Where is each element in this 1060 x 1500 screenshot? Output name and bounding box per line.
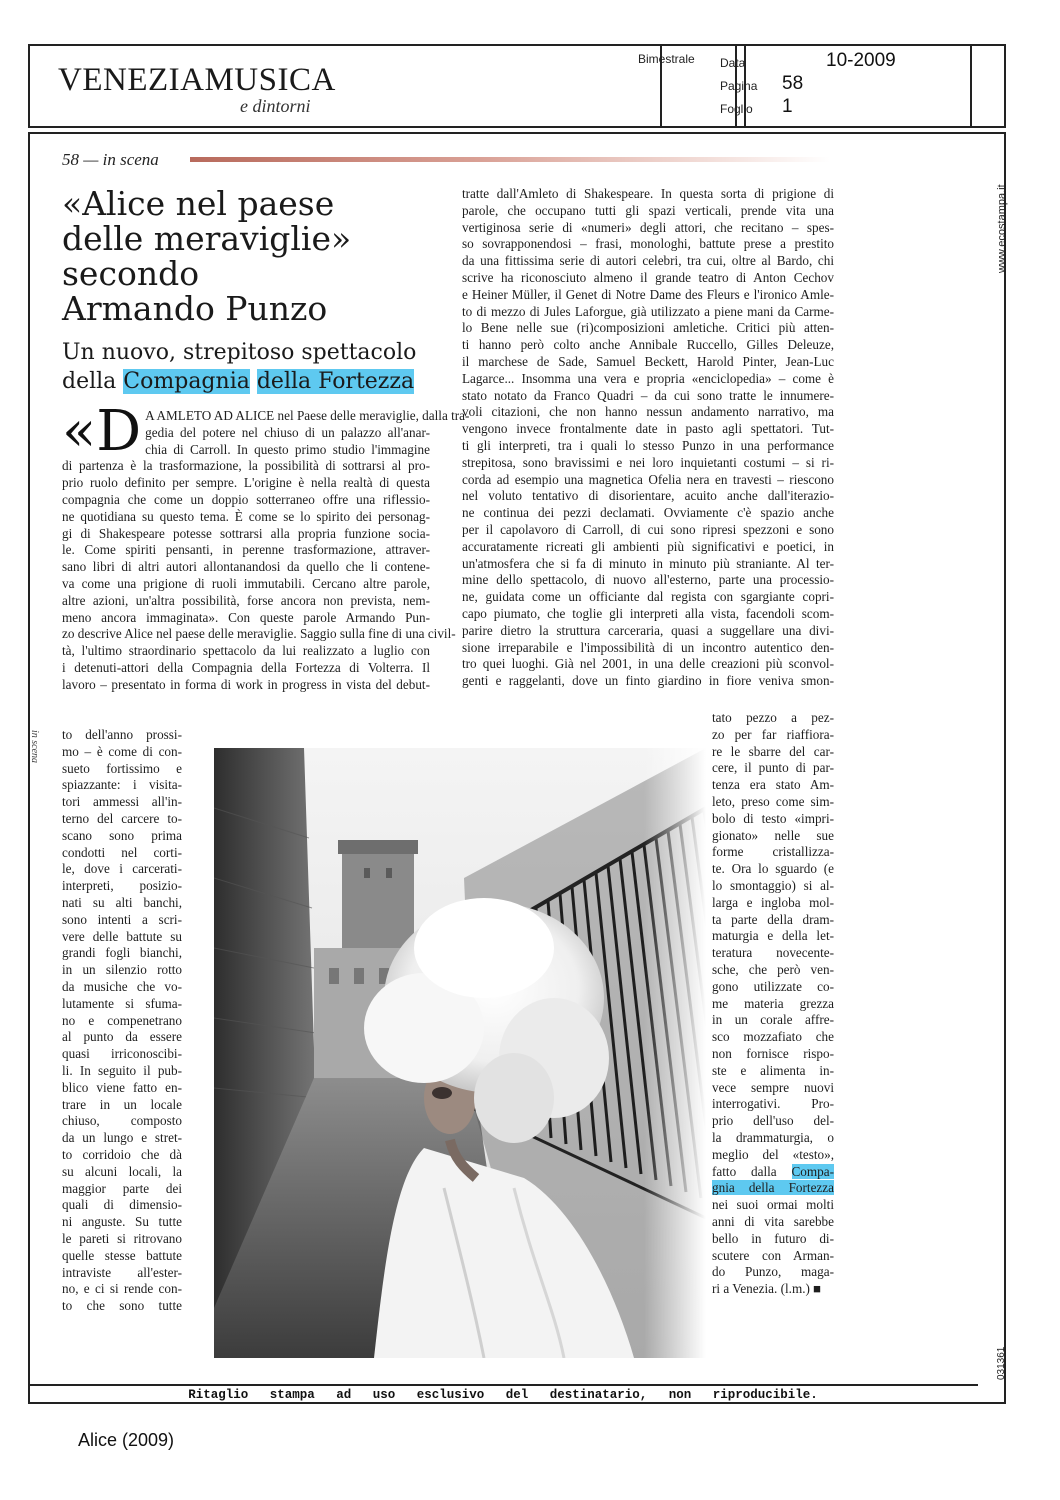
body-line: maturgia e della let- [712,928,834,944]
body-line: A AMLETO AD ALICE nel Paese delle meraviglie, dalla tra- [145,408,470,423]
body-line: blico viene fatto en- [62,1079,182,1095]
body-line: su alcuni locali, la [62,1163,182,1179]
highlight: gnia della Fortezza [712,1180,834,1196]
body-line: fatto dalla Compa- [712,1163,834,1179]
body-column-1-narrow [62,727,182,1315]
body-line: meno ancora immaginata». Con queste parole Armando Pun- [62,609,430,625]
body-line: ni anguste. Su tutte [62,1214,182,1230]
body-line: sueto fortissimo e [62,760,182,776]
body-line: quelle stesse battute [62,1247,182,1263]
body-line: va come una prigione di ruoli immutabili. Cercano altre parole, [62,575,430,591]
body-line: spiazzante: i visita- [62,777,182,793]
body-line: do Punzo, maga- [712,1264,834,1280]
body-line: tratte dall'Amleto di Shakespeare. In questa sorta di prigione di [462,186,834,201]
body-line: scrive ha riconosciuto almeno il grande teatro di Anton Cechov [462,269,834,285]
body-line: strepitosa, sono bravissimi e nei loro inquietanti costumi – si ri- [462,454,834,470]
body-line: prio dell'uso del- [712,1113,834,1129]
page-label: Pagina [720,79,758,93]
body-line: accuratamente ricreati gli ambienti più significativi e poetici, in [462,538,834,554]
body-line: ta parte della dram- [712,911,834,927]
body-line: scutere con Arman- [712,1247,834,1263]
section-rule [190,157,830,162]
body-line: lutamente si sfuma- [62,995,182,1011]
body-line: sione irreparabile e l'impossibilità di un incontro autentico den- [462,639,834,655]
body-line: interrogativi. Pro- [712,1096,834,1112]
body-line: tori ammessi all'in- [62,794,182,810]
body-line: le pareti si ritrovano [62,1230,182,1246]
body-line: tà, l'ultimo straordinario spettacolo da lui realizzato a luglio con [62,643,430,659]
body-line: larga e ingloba mol- [712,894,834,910]
body-line: trare in un locale [62,1096,182,1112]
page-value: 58 [782,73,804,94]
body-line: vece sempre nuovi [712,1079,834,1095]
body-line: lo smontaggio) si al- [712,877,834,893]
body-line: cere, il punto di par- [712,760,834,776]
section-tag: 58 — in scena [62,150,159,169]
body-line: no, e ci si rende con- [62,1281,182,1297]
article-photo [214,748,706,1358]
body-line: le. Come spiriti pensanti, in perenne trasformazione, attraver- [62,542,430,558]
clip-code-vertical: 031361 [996,1346,1007,1380]
body-line: non fornisce rispo- [712,1045,834,1061]
body-line: gono utilizzate co- [712,978,834,994]
body-line: altre azioni, un'altra possibilità, forse ancora non prevista, nem- [62,592,430,608]
deck [62,338,454,396]
headline-line: secondo [62,254,200,293]
body-column-2 [462,186,834,690]
date-label: Data [720,56,746,70]
body-line: ne quotidiana su questo tema. È come se lo spirito dei personag- [62,508,430,524]
body-line: un'atmosfera che si fa di minuto in minuto più straniante. Al ter- [462,555,834,571]
body-line: tro quei luoghi. Già nel 2001, in una delle creazioni più sconvol- [462,656,834,672]
body-line: vengono invece frontalmente date in pasto agli spettatori. Tut- [462,421,834,437]
body-line: sche, che però ven- [712,961,834,977]
site-url-vertical: www.ecostampa.it [996,184,1008,273]
body-line: nei suoi ormai molti [712,1197,834,1213]
body-line: bolo di testo «impri- [712,810,834,826]
masthead-subtitle: e dintorni [240,96,311,116]
body-line: le, dove i carcerati- [62,861,182,877]
body-line: tenza era stato Am- [712,777,834,793]
body-line: vere delle battute su [62,928,182,944]
body-line: gionato» nelle sue [712,827,834,843]
body-line: maggior parte dei [62,1180,182,1196]
body-line: lo Bene nelle sue (ri)composizioni amletiche. Critici più atten- [462,320,834,336]
body-line: anni di vita sarebbe [712,1213,834,1229]
body-text-lines [712,1197,834,1298]
body-line: chiuso, composto [62,1113,182,1129]
body-line: in un corale affre- [712,1012,834,1028]
body-column-1 [62,399,470,694]
body-line: parire dietro la struttura carceraria, quasi a suggellare una divi- [462,622,834,638]
body-line: da un lungo e stret- [62,1130,182,1146]
body-column-2-narrow [712,710,834,1298]
headline-line: «Alice nel paese [62,184,335,223]
body-line: re le sbarre del car- [712,743,834,759]
body-line: tato pezzo a pez- [712,710,834,725]
page-caption: Alice (2009) [78,1430,175,1450]
body-line: mine dello spettacolo, di nuovo all'esterno, parte una processio- [462,572,834,588]
body-line: stato notato da Franco Quadri – da cui sono tratte le innumere- [462,387,834,403]
body-line: to che sono tutte [62,1298,182,1314]
highlight: Compagnia [123,369,250,394]
body-line: to di mezzo di Jules Laforgue, già utilizzato a piene mani da Carme- [462,303,834,319]
body-line: da musiche che vo- [62,978,182,994]
headline-line: delle meraviglie» [62,219,352,258]
body-line: il marchese de Sade, Samuel Beckett, Harold Pinter, Jean-Luc [462,353,834,369]
body-line: forme cristallizza- [712,844,834,860]
body-line: vertiginosa serie di «numeri» degli attori, che recitano – spes- [462,219,834,235]
body-line: lavoro – presentato in forma di work in progress in vista del debut- [62,676,430,692]
side-section-tag: in scena [29,730,40,764]
body-line: prio ruolo definito per sempre. L'origine è nella realtà di questa [62,475,430,491]
body-line: chia di Carroll. In questo primo studio l'immagine [145,441,430,457]
body-text-lines [712,710,834,1164]
body-line: di partenza è la trasformazione, la possibilità di sottrarsi al pro- [62,458,430,474]
body-line: sono intenti a scri- [62,911,182,927]
footer-rule [28,1384,978,1386]
masthead: VENEZIAMUSICA [58,62,336,98]
body-line: zo per far riaffiora- [712,726,834,742]
body-line: ste e alimenta in- [712,1062,834,1078]
body-line: nati su alti banchi, [62,894,182,910]
body-line: al punto da essere [62,1029,182,1045]
highlight: della Fortezza [256,369,415,394]
header-divider [970,46,972,126]
body-line: capo piumato, che toglie gli interpreti alla vista, facendoli scom- [462,605,834,621]
body-line: i detenuti-attori della Compagnia della Fortezza di Volterra. Il [62,659,430,675]
sheet-value: 1 [782,96,793,117]
body-line: bello in futuro di- [712,1230,834,1246]
body-line: te. Ora lo sguardo (e [712,861,834,877]
body-line: genti e raggelanti, dove un finto giardino in fiore veniva smon- [462,673,834,689]
body-line: ne continua dei pezzi declamati. Ovviamente c'è spazio anche [462,505,834,521]
body-line: voli citazioni, che non hanno nessun andamento narrativo, ma [462,404,834,420]
body-line: interpreti, posizio- [62,878,182,894]
body-line: parole, che occupano tutti gli spazi verticali, prende vita una [462,202,834,218]
body-line: no e compenetrano [62,1012,182,1028]
body-line: per il capolavoro di Carroll, di cui sono ripresi spezzoni e sono [462,521,834,537]
drop-cap: «D [62,399,142,464]
body-line: Lagarce... Insomma una vera e propria «enciclopedia» – come è [462,370,834,386]
periodicity-label: Bimestrale [638,52,695,66]
deck-line: Un nuovo, strepitoso spettacolo [62,340,417,365]
highlight: Compa- [791,1163,834,1179]
body-line: to dell'anno prossi- [62,727,182,742]
body-line: to corridoio che dà [62,1146,182,1162]
body-line: terno del carcere to- [62,810,182,826]
body-line: leto, preso come sim- [712,793,834,809]
body-line: quasi irriconoscibi- [62,1046,182,1062]
body-line: meglio del «testo», [712,1146,834,1162]
body-line: ri a Venezia. (l.m.) ■ [712,1281,822,1297]
body-line: condotti nel corti- [62,844,182,860]
body-line: li. In seguito il pub- [62,1062,182,1078]
body-line: gedia del potere nel chiuso di un palazzo all'anar- [145,424,430,440]
body-line: gi di Shakespeare potesse sottrarsi alla propria funzione socia- [62,525,430,541]
headline [62,186,452,326]
sheet-label: Foglio [720,102,753,116]
body-line: teratura novecente- [712,945,834,961]
body-line: ti gli interpreti, tra i quali lo stesso Punzo in una performance [462,437,834,453]
body-line: quali di dimensio- [62,1197,182,1213]
body-line: so sovrapponendosi – frasi, monologhi, battute prese a prestito [462,236,834,252]
footer-notice: Ritaglio stampa ad uso esclusivo del destinatario, non riproducibile. [188,1388,818,1402]
body-line: nel voluto tentativo di disorientare, acuito anche dall'iterazio- [462,488,834,504]
body-line: sano libri di altri autori allontanandosi da quello che li contene- [62,559,430,575]
body-line: scano sono prima [62,827,182,843]
body-line: me materia grezza [712,995,834,1011]
body-line: grandi fogli bianchi, [62,945,182,961]
body-line: zo descrive Alice nel paese delle meraviglie. Saggio sulla fine di una civil- [62,626,456,642]
body-line: corda ad esempio una magnetica Ofelia nera en travesti – riescono [462,471,834,487]
header-box [28,44,1006,128]
body-line: e Heiner Müller, il Genet di Notre Dame des Fleurs e l'ironico Amle- [462,286,834,302]
body-line [712,1180,834,1197]
headline-line: Armando Punzo [62,289,328,328]
body-line: intraviste all'ester- [62,1264,182,1280]
body-line: sco mozzafiato che [712,1029,834,1045]
body-line: da una fittissima serie di autori celebri, tra cui, oltre al Bardo, chi [462,253,834,269]
body-line: compagnia che come un doppio sotterraneo offre una riflessio- [62,491,430,507]
deck-line: della Compagnia della Fortezza [62,369,415,394]
body-line: mo – è come di con- [62,743,182,759]
body-line: la drammaturgia, o [712,1129,834,1145]
body-line: ne, guidata come un officiante dal regista con sgargiante copri- [462,589,834,605]
body-line: ti hanno però colto anche Annibale Ruccello, Gilles Deleuze, [462,337,834,353]
date-value: 10-2009 [826,50,896,71]
body-line: in un silenzio rotto [62,962,182,978]
